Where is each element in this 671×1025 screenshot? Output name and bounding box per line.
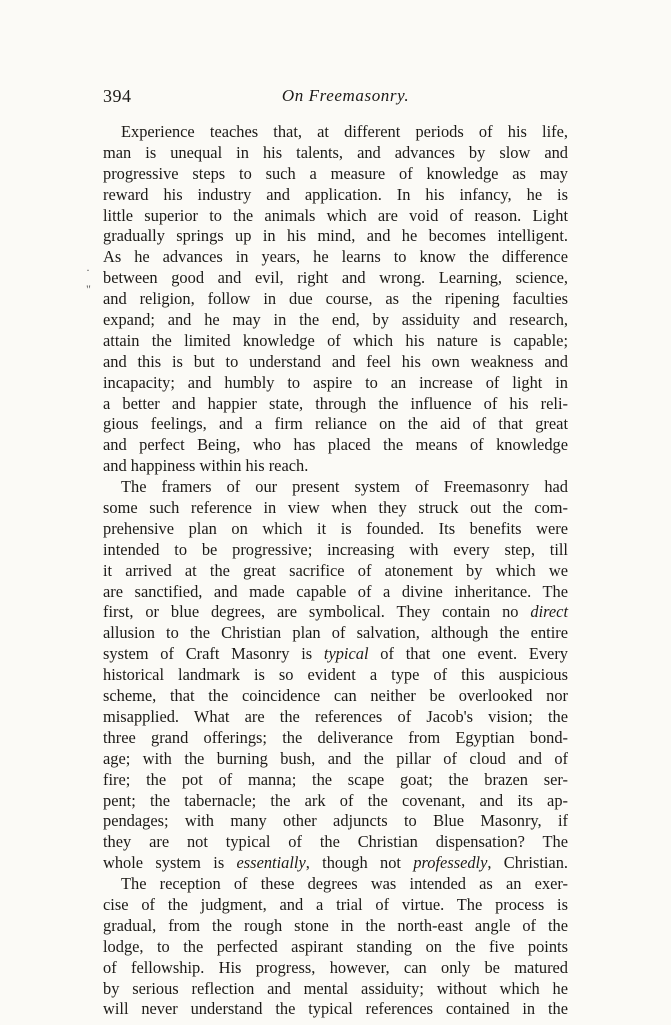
text-segment: of that one event. Every	[368, 644, 568, 664]
margin-mark: "	[86, 282, 91, 296]
text-line: gradually springs up in his mind, and he becomes intelligent.	[103, 226, 568, 246]
italic-word: essentially	[236, 853, 306, 873]
text-line	[103, 853, 568, 874]
text-line: three grand offerings; the deliverance from Egyptian bond-	[103, 727, 568, 747]
text-line: will never understand the typical references contained in the	[103, 999, 568, 1019]
text-line: historical landmark is so evident a type of this auspicious	[103, 665, 568, 685]
text-line: prehensive plan on which it is founded. Its benefits were	[103, 518, 568, 538]
text-line: attain the limited knowledge of which his nature is capable;	[103, 330, 568, 350]
text-line: cise of the judgment, and a trial of virtue. The process is	[103, 894, 568, 914]
running-title: On Freemasonry.	[281, 86, 410, 105]
text-line: intended to be progressive; increasing with every step, till	[103, 539, 568, 559]
text-line: expand; and he may in the end, by assiduity and research,	[103, 310, 568, 330]
text-segment: first, or blue degrees, are symbolical. They contain no	[103, 602, 531, 622]
page-header	[103, 86, 568, 110]
margin-mark: ·	[86, 263, 90, 277]
text-segment: whole system is	[103, 853, 237, 873]
text-line: and religion, follow in due course, as the ripening faculties	[103, 289, 568, 309]
text-line: age; with the burning bush, and the pillar of cloud and of	[103, 748, 568, 768]
text-line: reward his industry and application. In his infancy, he is	[103, 184, 568, 204]
text-line: some such reference in view when they struck out the com-	[103, 498, 568, 518]
text-line: lodge, to the perfected aspirant standing on the five points	[103, 936, 568, 956]
text-segment: , though not	[305, 853, 414, 873]
text-line: misapplied. What are the references of Jacob's vision; the	[103, 706, 568, 726]
text-line: fire; the pot of manna; the scape goat; the brazen ser-	[103, 769, 568, 789]
text-line: The framers of our present system of Freemasonry had	[121, 477, 568, 497]
text-segment: system of Craft Masonry is	[103, 644, 324, 664]
italic-word: typical	[323, 644, 369, 664]
text-line: pendages; with many other adjuncts to Blue Masonry, if	[103, 811, 568, 831]
text-line: they are not typical of the Christian dispensation? The	[103, 832, 568, 852]
text-line: man is unequal in his talents, and advances by slow and	[103, 142, 568, 162]
text-line: little superior to the animals which are void of reason. Light	[103, 205, 568, 225]
text-line: incapacity; and humbly to aspire to an increase of light in	[103, 372, 568, 392]
text-line: gradual, from the rough stone in the north-east angle of the	[103, 915, 568, 935]
text-line: by serious reflection and mental assiduity; without which he	[103, 978, 568, 998]
text-line: between good and evil, right and wrong. Learning, science,	[103, 268, 568, 288]
text-line: allusion to the Christian plan of salvation, although the entire	[103, 623, 568, 643]
text-line: As he advances in years, he learns to know the difference	[103, 247, 568, 267]
text-line: of fellowship. His progress, however, can only be matured	[103, 957, 568, 977]
text-line	[103, 602, 568, 623]
text-line: progressive steps to such a measure of knowledge as may	[103, 163, 568, 183]
text-line: and perfect Being, who has placed the means of knowledge	[103, 435, 568, 455]
italic-word: direct	[530, 602, 568, 622]
text-segment: , Christian.	[487, 853, 569, 873]
text-line: The reception of these degrees was intended as an exer-	[121, 874, 568, 894]
text-line: are sanctified, and made capable of a divine inheritance. The	[103, 581, 568, 601]
italic-word: professedly	[413, 853, 488, 873]
text-line: Experience teaches that, at different periods of his life,	[121, 122, 568, 141]
text-line	[103, 644, 568, 665]
text-line: it arrived at the great sacrifice of atonement by which we	[103, 560, 568, 580]
text-line: pent; the tabernacle; the ark of the covenant, and its ap-	[103, 790, 568, 810]
text-line: scheme, that the coincidence can neither be overlooked nor	[103, 686, 568, 706]
text-line: and this is but to understand and feel his own weakness and	[103, 351, 568, 371]
body-text	[103, 122, 568, 1020]
text-line: a better and happier state, through the influence of his reli-	[103, 393, 568, 413]
page-number: 394	[103, 86, 132, 106]
text-line: and happiness within his reach.	[103, 456, 309, 476]
text-line: gious feelings, and a firm reliance on the aid of that great	[103, 414, 568, 434]
